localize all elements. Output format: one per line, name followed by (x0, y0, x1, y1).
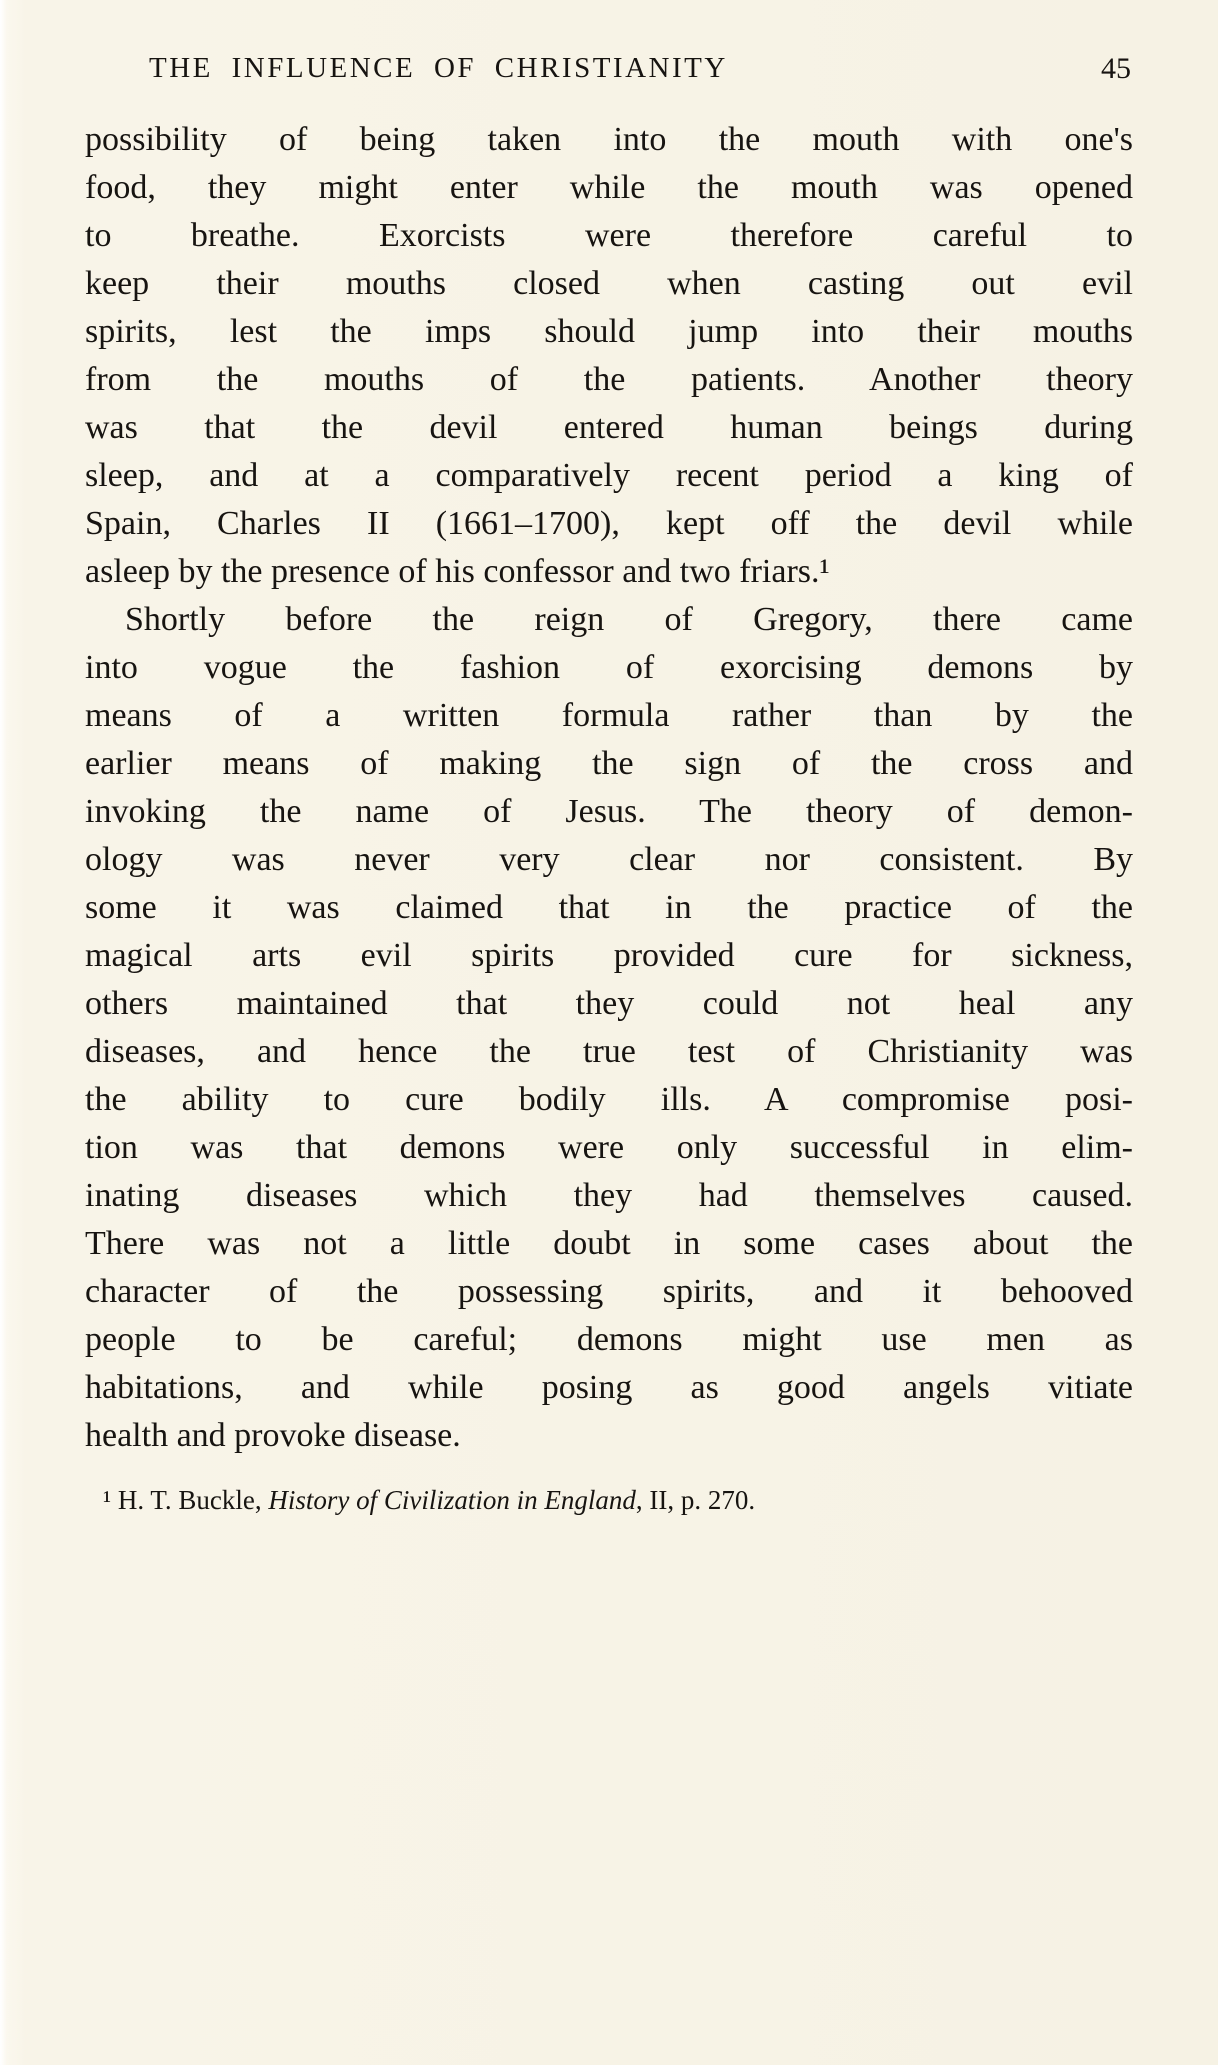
text-line: magical arts evil spirits provided cure for sickness, (85, 937, 1133, 974)
text-line: invoking the name of Jesus. The theory of demon- (85, 793, 1133, 830)
body-text (85, 116, 1133, 1460)
text-line: diseases, and hence the true test of Christianity was (85, 1033, 1133, 1070)
text-line: habitations, and while posing as good angels vitiate (85, 1369, 1133, 1406)
text-line: keep their mouths closed when casting out evil (85, 265, 1133, 302)
text-line: earlier means of making the sign of the cross and (85, 745, 1133, 782)
footnote-citation-tail: , II, p. 270. (635, 1485, 756, 1515)
running-header (85, 52, 1133, 94)
text-line: asleep by the presence of his confessor and two friars.¹ (85, 553, 830, 590)
footnote-marker-and-author: ¹ H. T. Buckle, (103, 1485, 269, 1515)
text-line: There was not a little doubt in some cases about the (85, 1225, 1133, 1262)
text-line: character of the possessing spirits, and it behooved (85, 1273, 1133, 1310)
text-line: Spain, Charles II (1661–1700), kept off the devil while (85, 505, 1133, 542)
chapter-title: THE INFLUENCE OF CHRISTIANITY (149, 52, 728, 84)
text-line: some it was claimed that in the practice of the (85, 889, 1133, 926)
footnote-book-title: History of Civilization in England (268, 1485, 636, 1515)
text-line: people to be careful; demons might use men as (85, 1321, 1133, 1358)
page-number: 45 (1101, 52, 1131, 85)
text-line: the ability to cure bodily ills. A compromise posi- (85, 1081, 1133, 1118)
paragraph-2 (85, 596, 1133, 1460)
text-line: was that the devil entered human beings during (85, 409, 1133, 446)
text-line: spirits, lest the imps should jump into their mouths (85, 313, 1133, 350)
text-line: from the mouths of the patients. Another theory (85, 361, 1133, 398)
paragraph-1 (85, 116, 1133, 596)
text-line: means of a written formula rather than by the (85, 697, 1133, 734)
text-line: inating diseases which they had themselves caused. (85, 1177, 1133, 1214)
footnote (103, 1483, 1135, 1517)
scan-edge-artifact (0, 0, 7, 2065)
text-line: food, they might enter while the mouth was opened (85, 169, 1133, 206)
text-line: ology was never very clear nor consistent. By (85, 841, 1133, 878)
text-line: health and provoke disease. (85, 1417, 461, 1454)
text-line: to breathe. Exorcists were therefore careful to (85, 217, 1133, 254)
text-line: into vogue the fashion of exorcising demons by (85, 649, 1133, 686)
text-line: possibility of being taken into the mouth with one's (85, 121, 1133, 158)
text-line: sleep, and at a comparatively recent period a king of (85, 457, 1133, 494)
text-line: Shortly before the reign of Gregory, there came (125, 601, 1133, 638)
text-line: others maintained that they could not heal any (85, 985, 1133, 1022)
text-line: tion was that demons were only successful in elim- (85, 1129, 1133, 1166)
